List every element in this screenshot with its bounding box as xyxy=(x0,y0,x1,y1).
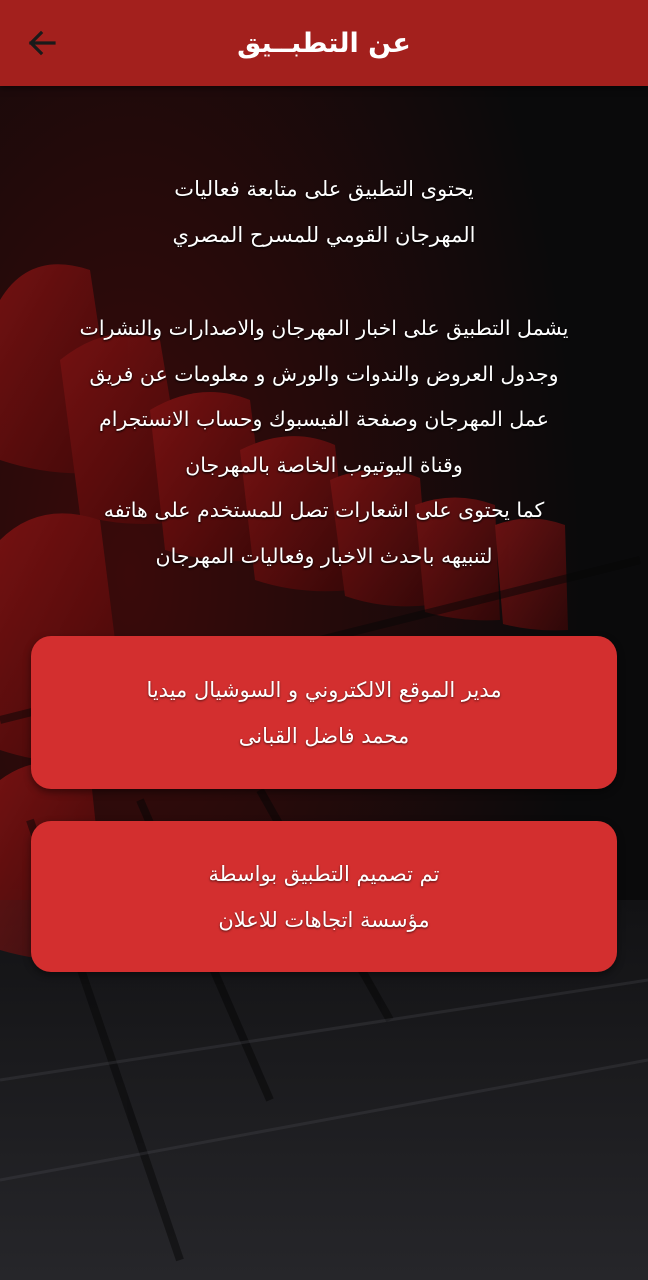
card-title: مدير الموقع الالكتروني و السوشيال ميديا xyxy=(146,677,502,702)
card-subtitle: محمد فاضل القبانى xyxy=(238,723,410,748)
page-title: عن التطبــيق xyxy=(237,27,411,59)
app-designer-card[interactable] xyxy=(31,821,617,972)
card-title: تم تصميم التطبيق بواسطة xyxy=(208,861,440,886)
details-line: كما يحتوى على اشعارات تصل للمستخدم على هاتفه xyxy=(103,498,545,522)
app-bar xyxy=(0,0,648,86)
details-line: وقناة اليوتيوب الخاصة بالمهرجان xyxy=(185,452,463,477)
app-features-text xyxy=(28,306,620,579)
card-subtitle: مؤسسة اتجاهات للاعلان xyxy=(218,907,430,932)
details-line: عمل المهرجان وصفحة الفيسبوك وحساب الانستجرام xyxy=(99,407,549,431)
details-line: لتنبيهه باحدث الاخبار وفعاليات المهرجان xyxy=(155,543,493,568)
details-line: وجدول العروض والندوات والورش و معلومات عن فريق xyxy=(89,361,559,386)
website-manager-card[interactable] xyxy=(31,636,617,789)
arrow-back-icon xyxy=(27,30,57,56)
back-button[interactable] xyxy=(18,22,66,64)
intro-line: يحتوى التطبيق على متابعة فعاليات xyxy=(174,177,474,201)
details-line: يشمل التطبيق على اخبار المهرجان والاصدارات والنشرات xyxy=(79,316,569,340)
intro-text xyxy=(40,166,608,258)
intro-line: المهرجان القومي للمسرح المصري xyxy=(172,223,476,247)
